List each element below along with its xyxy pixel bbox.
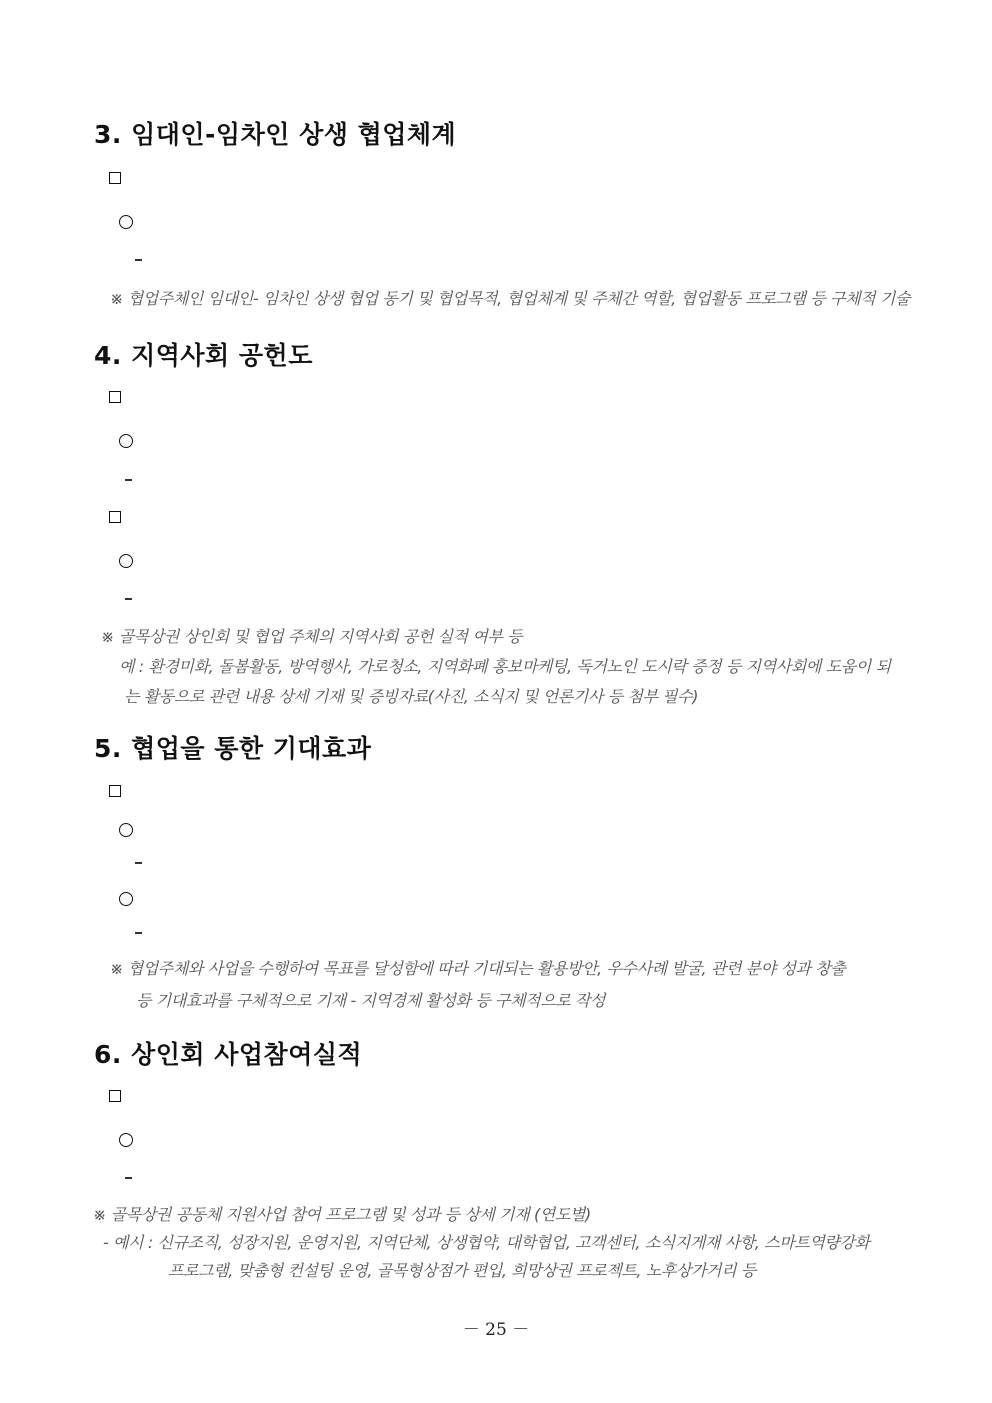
section-4-note-line3: 는 활동으로 관련 내용 상세 기재 및 증빙자료(사진, 소식지 및 언론기사 등 첨부 필수): [124, 687, 699, 706]
section-4-heading: 4. 지역사회 공헌도: [94, 341, 313, 370]
square-bullet-icon: [109, 785, 121, 797]
section-6-heading: 6. 상인회 사업참여실적: [94, 1040, 363, 1069]
square-bullet-icon: [109, 1090, 121, 1102]
circle-bullet-icon: [119, 434, 133, 448]
dash-bullet-icon: [125, 479, 132, 481]
circle-bullet-icon: [119, 892, 133, 906]
circle-bullet-icon: [119, 823, 133, 837]
dash-bullet-icon: [125, 1177, 132, 1179]
dash-bullet-icon: [135, 862, 142, 864]
section-6-note: ※ 골목상권 공동체 지원사업 참여 프로그램 및 성과 등 상세 기재 (연도별): [93, 1205, 591, 1224]
dash-bullet-icon: [135, 932, 142, 934]
section-3-note: ※ 협업주체인 임대인- 임차인 상생 협업 동기 및 협업목적, 협업체계 및 주체간 역할, 협업활동 프로그램 등 구체적 기술: [110, 289, 910, 308]
section-5-note-line2: 등 기대효과를 구체적으로 기재 - 지역경제 활성화 등 구체적으로 작성: [136, 991, 606, 1010]
section-4-note: ※ 골목상권 상인회 및 협업 주체의 지역사회 공헌 실적 여부 등: [101, 627, 523, 646]
square-bullet-icon: [109, 391, 121, 403]
circle-bullet-icon: [119, 554, 133, 568]
square-bullet-icon: [109, 172, 121, 184]
section-6-note-line2: - 예시 : 신규조직, 성장지원, 운영지원, 지역단체, 상생협약, 대학협업, 고객센터, 소식지게재 사항, 스마트역량강화: [103, 1233, 870, 1252]
section-4-note-line2: 예 : 환경미화, 돌봄활동, 방역행사, 가로청소, 지역화폐 홍보마케팅, 독거노인 도시락 증정 등 지역사회에 도움이 되: [119, 657, 891, 676]
section-5-heading: 5. 협업을 통한 기대효과: [94, 734, 372, 763]
section-3-heading: 3. 임대인-임차인 상생 협업체계: [94, 120, 457, 149]
dash-bullet-icon: [125, 598, 132, 600]
circle-bullet-icon: [119, 215, 133, 229]
section-5-note: ※ 협업주체와 사업을 수행하여 목표를 달성함에 따라 기대되는 활용방안, 우수사례 발굴, 관련 분야 성과 창출: [110, 959, 846, 978]
circle-bullet-icon: [119, 1133, 133, 1147]
page-number: － 25 －: [462, 1320, 530, 1340]
dash-bullet-icon: [135, 259, 142, 261]
square-bullet-icon: [109, 511, 121, 523]
section-6-note-line3: 프로그램, 맞춤형 컨설팅 운영, 골목형상점가 편입, 희망상권 프로젝트, 노후상가거리 등: [168, 1261, 756, 1280]
